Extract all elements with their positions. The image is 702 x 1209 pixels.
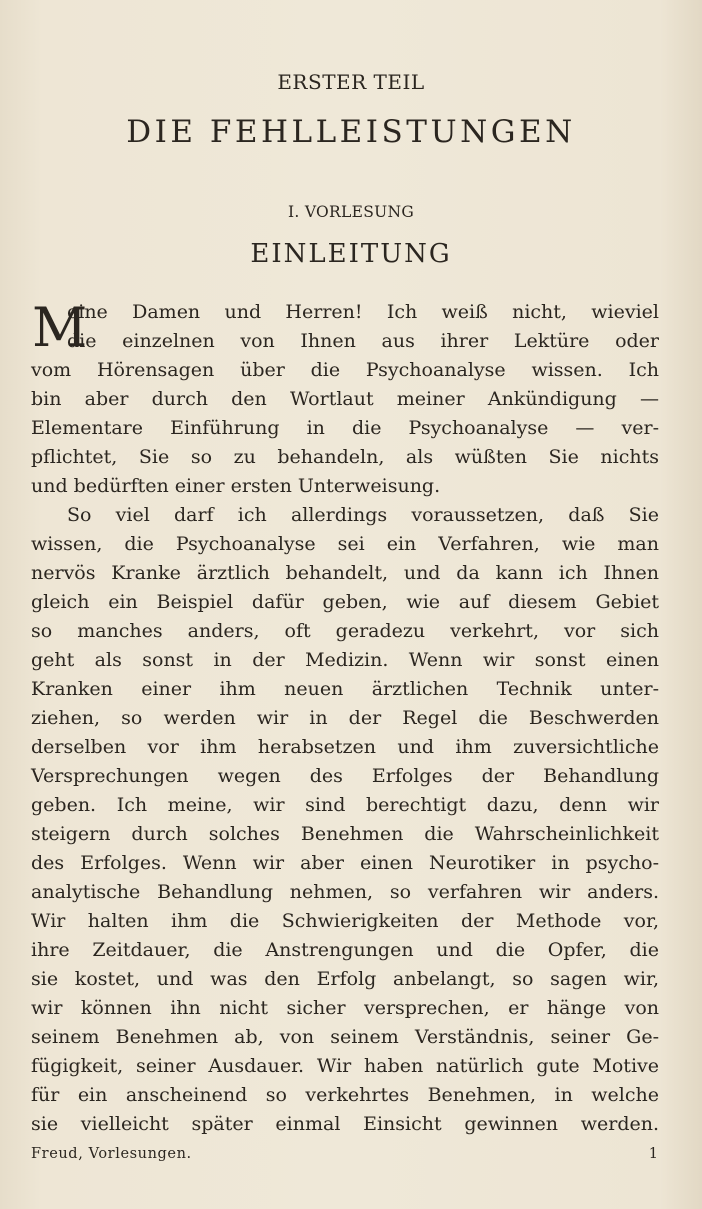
lecture-title: EINLEITUNG bbox=[250, 239, 452, 269]
text-line: für ein anscheinend so verkehrtes Benehmen, in welche bbox=[31, 1084, 659, 1106]
text-line: ziehen, so werden wir in der Regel die Beschwerden bbox=[31, 707, 659, 729]
text-line: steigern durch solches Benehmen die Wahrscheinlichkeit bbox=[31, 823, 659, 845]
text-line: derselben vor ihm herabsetzen und ihm zuversichtliche bbox=[31, 736, 659, 758]
lecture-label: I. VORLESUNG bbox=[287, 203, 415, 221]
text-line: Elementare Einführung in die Psychoanalyse — ver- bbox=[31, 417, 659, 439]
text-line: Wir halten ihm die Schwierigkeiten der Methode vor, bbox=[31, 910, 659, 932]
text-line: geben. Ich meine, wir sind berechtigt dazu, denn wir bbox=[31, 794, 659, 816]
text-line: die einzelnen von Ihnen aus ihrer Lektüre oder bbox=[67, 330, 659, 352]
text-line: fügigkeit, seiner Ausdauer. Wir haben natürlich gute Motive bbox=[31, 1055, 659, 1077]
text-line: Kranken einer ihm neuen ärztlichen Technik unter- bbox=[31, 678, 659, 700]
drop-cap: M bbox=[32, 296, 88, 359]
text-line: wissen, die Psychoanalyse sei ein Verfahren, wie man bbox=[31, 533, 659, 555]
text-line: gleich ein Beispiel dafür geben, wie auf diesem Gebiet bbox=[31, 591, 659, 613]
text-line: des Erfolges. Wenn wir aber einen Neurotiker in psycho- bbox=[31, 852, 659, 874]
text-line: bin aber durch den Wortlaut meiner Ankündigung — bbox=[31, 388, 659, 410]
text-line: sie vielleicht später einmal Einsicht gewinnen werden. bbox=[31, 1113, 659, 1135]
footer-signature: Freud, Vorlesungen. bbox=[31, 1146, 192, 1162]
text-line: pflichtet, Sie so zu behandeln, als wüßten Sie nichts bbox=[31, 446, 659, 468]
text-line: analytische Behandlung nehmen, so verfahren wir anders. bbox=[31, 881, 659, 903]
text-line: ihre Zeitdauer, die Anstrengungen und die Opfer, die bbox=[31, 939, 659, 961]
page-number: 1 bbox=[648, 1146, 658, 1162]
text-line: geht als sonst in der Medizin. Wenn wir sonst einen bbox=[31, 649, 659, 671]
text-line: und bedürften einer ersten Unterweisung. bbox=[31, 475, 441, 497]
body-text bbox=[31, 298, 659, 1139]
text-line: sie kostet, und was den Erfolg anbelangt, so sagen wir, bbox=[31, 968, 659, 990]
text-line: wir können ihn nicht sicher versprechen, er hänge von bbox=[31, 997, 659, 1019]
text-line: nervös Kranke ärztlich behandelt, und da kann ich Ihnen bbox=[31, 562, 659, 584]
text-line: vom Hörensagen über die Psychoanalyse wissen. Ich bbox=[31, 359, 659, 381]
text-line: so manches anders, oft geradezu verkehrt, vor sich bbox=[31, 620, 659, 642]
chapter-title: DIE FEHLLEISTUNGEN bbox=[126, 114, 576, 150]
part-title: ERSTER TEIL bbox=[277, 70, 425, 94]
text-line: eine Damen und Herren! Ich weiß nicht, wieviel bbox=[67, 301, 659, 323]
text-line: Versprechungen wegen des Erfolges der Behandlung bbox=[31, 765, 659, 787]
text-line: seinem Benehmen ab, von seinem Verständnis, seiner Ge- bbox=[31, 1026, 659, 1048]
text-line: So viel darf ich allerdings voraussetzen, daß Sie bbox=[67, 504, 659, 526]
